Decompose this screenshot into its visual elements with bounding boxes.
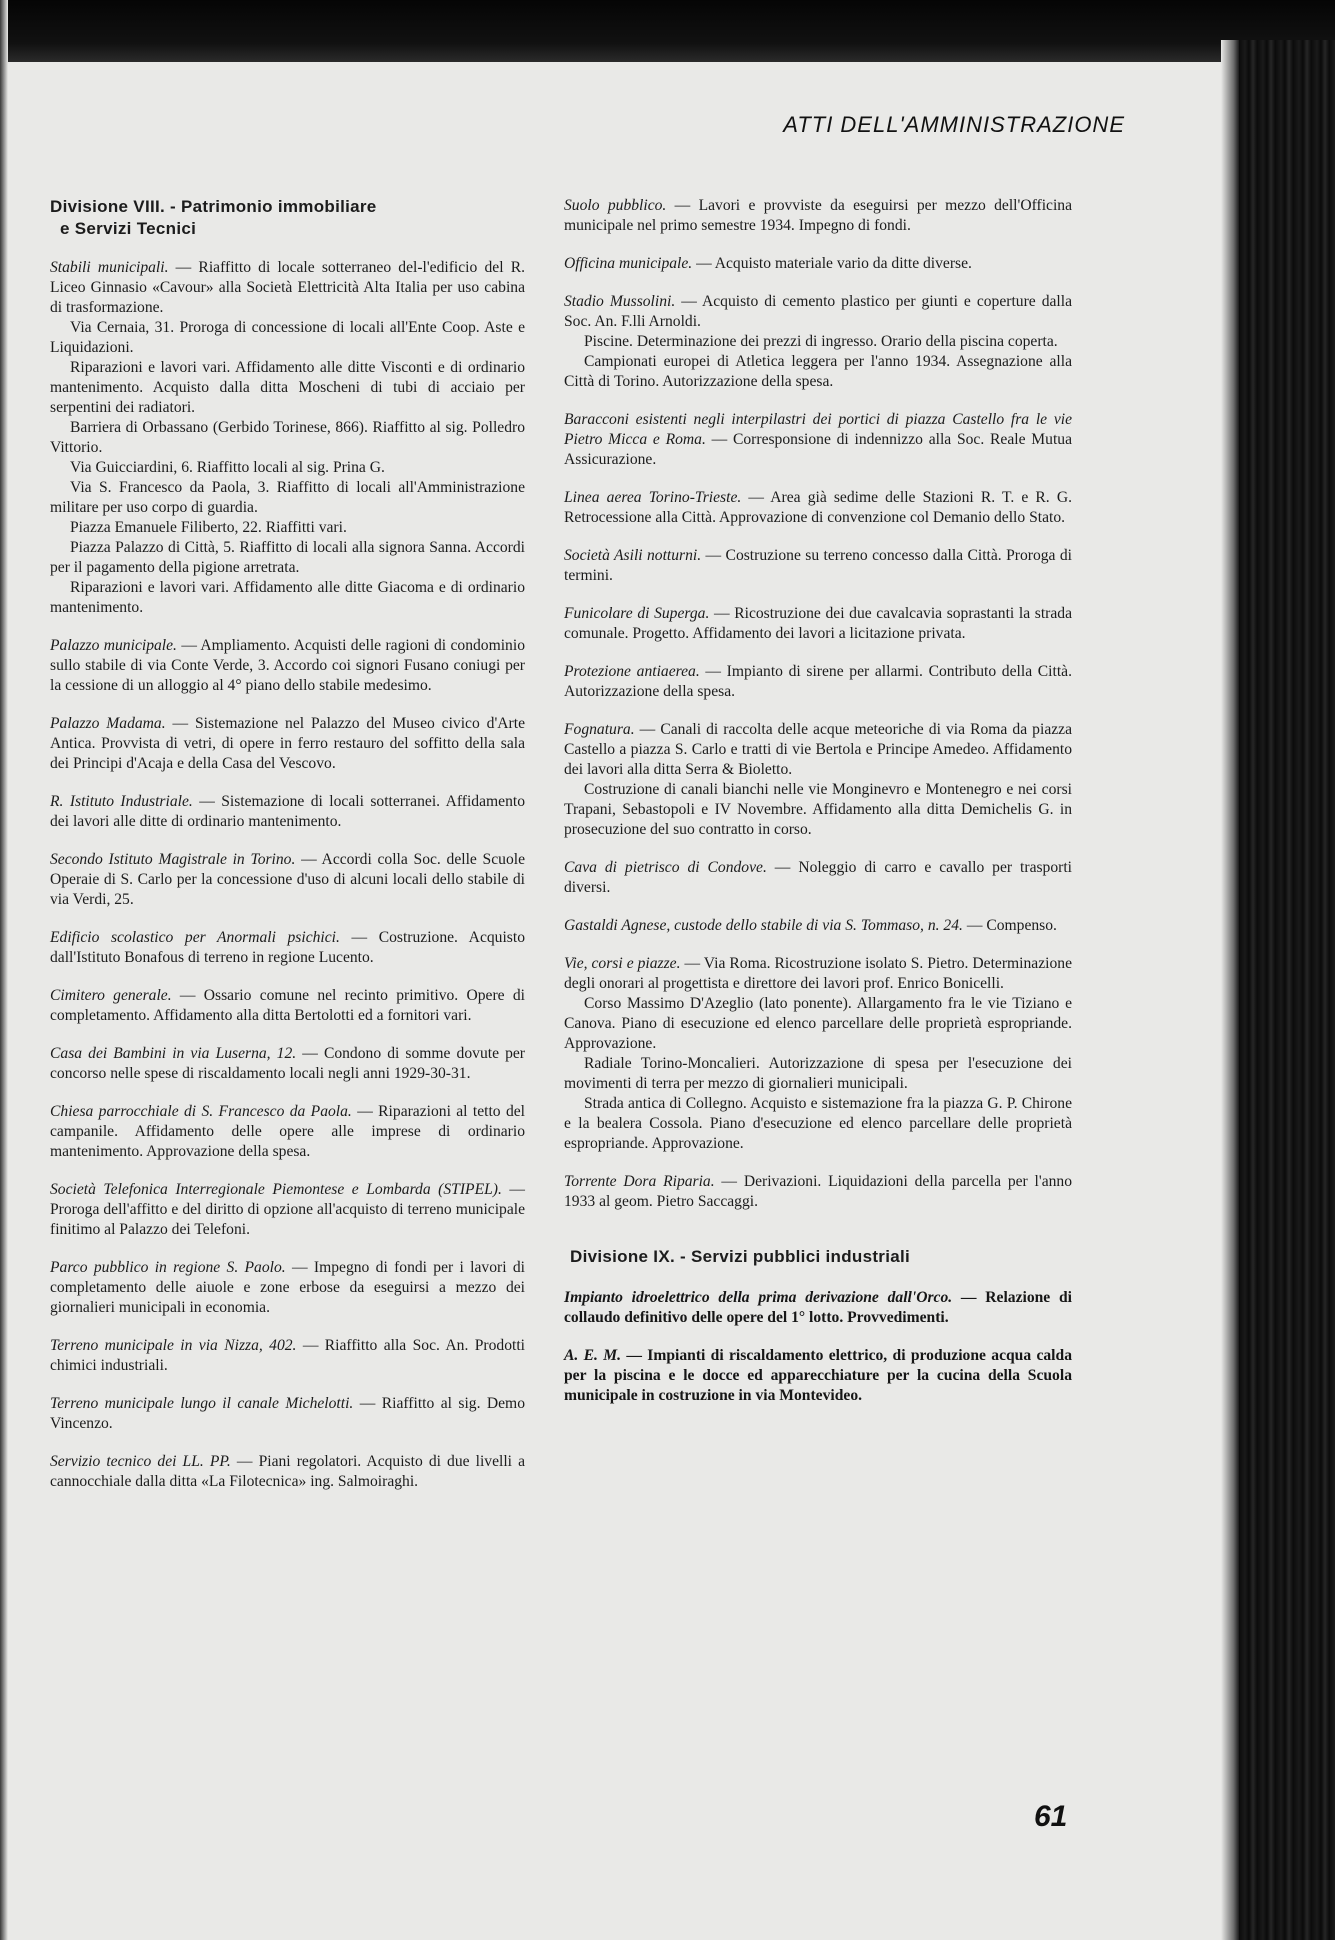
right-entries (564, 196, 1072, 1212)
entry-paragraph (50, 850, 525, 910)
entry-subparagraph (50, 358, 525, 418)
entry-text: — Lavori e provviste da eseguirsi per mezzo dell'Officina municipale nel primo semestre 1934. Impegno di fondi. (564, 197, 1072, 234)
entry-text: — Acquisto di cemento plastico per giunti e coperture dalla Soc. An. F.lli Arnoldi. (564, 293, 1073, 330)
entry-text: — Ossario comune nel recinto primitivo. Opere di completamento. Affidamento alla ditta Bertolotti ed a fornitori vari. (50, 987, 525, 1024)
entry-subparagraph (50, 458, 525, 478)
section-heading-line-1: Divisione VIII. - Patrimonio immobiliare (50, 197, 377, 216)
entry-paragraph (50, 258, 525, 318)
entry-text: — Impegno di fondi per i lavori di completamento delle aiuole e zone erbose da eseguirsi a mezzo dei giornalieri municipali in economia. (50, 1259, 525, 1316)
entry-text: — Piani regolatori. Acquisto di due livelli a cannocchiale dalla ditta «La Filotecnica» ing. Salmoiraghi. (50, 1453, 525, 1490)
entry-text: Campionati europei di Atletica leggera per l'anno 1934. Assegnazione alla Città di Torino. Autorizzazione della spesa. (564, 353, 1072, 390)
entry-paragraph (564, 488, 1072, 528)
entry-text: — Proroga dell'affitto e del diritto di opzione all'acquisto di terreno municipale finitimo al Palazzo dei Telefoni. (50, 1181, 525, 1238)
entry-subparagraph (564, 332, 1072, 352)
entry-block (50, 258, 525, 618)
entry-heading: Società Telefonica Interregionale Piemontese e Lombarda (STIPEL). (50, 1181, 502, 1198)
entry-heading: Parco pubblico in regione S. Paolo. (50, 1259, 286, 1276)
entry-block (50, 1336, 525, 1376)
entry-subparagraph (50, 478, 525, 518)
entry-paragraph (564, 954, 1072, 994)
left-column (50, 196, 525, 1510)
entry-paragraph (564, 1346, 1072, 1406)
entry-paragraph (564, 662, 1072, 702)
entry-block (564, 1288, 1072, 1328)
entry-paragraph (50, 1452, 525, 1492)
entry-subparagraph (50, 538, 525, 578)
entry-block (50, 1102, 525, 1162)
entry-paragraph (50, 1258, 525, 1318)
entry-text: Strada antica di Collegno. Acquisto e sistemazione fra la piazza G. P. Chirone e la bealera Cossola. Piano d'esecuzione ed elenco parcellare delle proprietà espropriande. Approvazione. (564, 1095, 1072, 1152)
entry-paragraph (564, 1172, 1072, 1212)
entry-block (564, 546, 1072, 586)
entry-heading: Baracconi esistenti negli interpilastri dei portici di piazza Castello fra le vie Pietro Micca e Roma. (564, 411, 1072, 448)
entry-subparagraph (50, 518, 525, 538)
entry-heading: Edificio scolastico per Anormali psichici. (50, 929, 340, 946)
entry-text: — Canali di raccolta delle acque meteoriche di via Roma da piazza Castello a piazza S. Carlo e tratti di vie Bertola e Principe Amedeo. Affidamento dei lavori alla ditta Serra & Bioletto. (564, 721, 1072, 778)
entry-text: Piazza Palazzo di Città, 5. Riaffitto di locali alla signora Sanna. Accordi per il pagamento della pigione arretrata. (50, 539, 525, 576)
entry-heading: Casa dei Bambini in via Luserna, 12. (50, 1045, 297, 1062)
entry-text: — Relazione di collaudo definitivo delle opere del 1° lotto. Provvedimenti. (564, 1289, 1072, 1326)
entry-heading: Stadio Mussolini. (564, 293, 676, 310)
entry-heading: Terreno municipale in via Nizza, 402. (50, 1337, 297, 1354)
entry-paragraph (564, 1288, 1072, 1328)
entry-heading: Funicolare di Superga. (564, 605, 710, 622)
entry-paragraph (50, 636, 525, 696)
entry-text: — Riaffitto al sig. Demo Vincenzo. (50, 1395, 525, 1432)
entry-text: — Ampliamento. Acquisti delle ragioni di condominio sullo stabile di via Conte Verde, 3. Accordo coi signori Fusano coniugi per la cessione di un alloggio al 4° piano dello stabile medesimo. (50, 637, 525, 694)
right-column (564, 196, 1072, 1424)
entry-block (50, 1044, 525, 1084)
entry-heading: Servizio tecnico dei LL. PP. (50, 1453, 231, 1470)
entry-heading: Secondo Istituto Magistrale in Torino. (50, 851, 296, 868)
entry-text: Piazza Emanuele Filiberto, 22. Riaffitti vari. (70, 519, 347, 536)
entry-text: Corso Massimo D'Azeglio (lato ponente). Allargamento fra le vie Tiziano e Canova. Piano di esecuzione ed elenco parcellare delle proprietà espropriande. Approvazione. (564, 995, 1072, 1052)
left-entries (50, 258, 525, 1492)
entry-subparagraph (564, 780, 1072, 840)
entry-subparagraph (564, 1094, 1072, 1154)
entry-subparagraph (564, 352, 1072, 392)
entry-text: Riparazioni e lavori vari. Affidamento alle ditte Visconti e di ordinario mantenimento. Acquisto dalla ditta Moscheni di tubi di acciaio per serpentini dei radiatori. (50, 359, 525, 416)
entry-heading: Linea aerea Torino-Trieste. (564, 489, 742, 506)
section-heading-division-viii (50, 196, 525, 240)
entry-subparagraph (564, 1054, 1072, 1094)
entry-text: — Riaffitto di locale sotterraneo del-l'edificio del R. Liceo Ginnasio «Cavour» alla Società Elettricità Alta Italia per uso cabina di trasformazione. (50, 259, 526, 316)
division-ix-entries (564, 1288, 1072, 1406)
entry-heading: Palazzo Madama. (50, 715, 166, 732)
entry-text: — Accordi colla Soc. delle Scuole Operaie di S. Carlo per la concessione d'uso di alcuni locali dello stabile di via Verdi, 25. (50, 851, 525, 908)
entry-paragraph (564, 858, 1072, 898)
entry-heading: Cava di pietrisco di Condove. (564, 859, 767, 876)
entry-text: — Costruzione su terreno concesso dalla Città. Proroga di termini. (564, 547, 1073, 584)
entry-subparagraph (50, 418, 525, 458)
entry-block (564, 604, 1072, 644)
entry-text: — Sistemazione nel Palazzo del Museo civico d'Arte Antica. Provvista di vetri, di opere in ferro restauro del soffitto della sala dei Principi d'Acaja e della Casa del Vescovo. (50, 715, 525, 772)
entry-text: — Noleggio di carro e cavallo per trasporti diversi. (564, 859, 1073, 896)
entry-text: Via Cernaia, 31. Proroga di concessione di locali all'Ente Coop. Aste e Liquidazioni. (50, 319, 525, 356)
entry-block (564, 858, 1072, 898)
entry-paragraph (50, 1180, 525, 1240)
entry-text: — Costruzione. Acquisto dall'Istituto Bonafous di terreno in regione Lucento. (50, 929, 525, 966)
entry-block (50, 1394, 525, 1434)
entry-heading: A. E. M. (564, 1347, 622, 1364)
entry-subparagraph (564, 994, 1072, 1054)
entry-text: Barriera di Orbassano (Gerbido Torinese, 866). Riaffitto al sig. Polledro Vittorio. (50, 419, 525, 456)
entry-block (564, 916, 1072, 936)
entry-block (50, 986, 525, 1026)
section-heading-line-2: e Servizi Tecnici (60, 219, 197, 238)
entry-text: — Acquisto materiale vario da ditte diverse. (692, 255, 972, 272)
entry-heading: Terreno municipale lungo il canale Michelotti. (50, 1395, 354, 1412)
entry-paragraph (50, 986, 525, 1026)
entry-heading: Officina municipale. (564, 255, 693, 272)
entry-text: Radiale Torino-Moncalieri. Autorizzazione di spesa per l'esecuzione dei movimenti di terra per mezzo di giornalieri municipali. (564, 1055, 1072, 1092)
entry-block (50, 1258, 525, 1318)
entry-heading: Società Asili notturni. (564, 547, 702, 564)
entry-paragraph (50, 792, 525, 832)
entry-text: — Riaffitto alla Soc. An. Prodotti chimici industriali. (50, 1337, 525, 1374)
entry-heading: Gastaldi Agnese, custode dello stabile di via S. Tommaso, n. 24. (564, 917, 963, 934)
entry-heading: Fognatura. (564, 721, 635, 738)
entry-text: Via Guicciardini, 6. Riaffitto locali al sig. Prina G. (70, 459, 385, 476)
entry-block (50, 792, 525, 832)
section-heading-division-ix: Divisione IX. - Servizi pubblici industriali (570, 1247, 911, 1266)
entry-text: Costruzione di canali bianchi nelle vie Monginevro e Montenegro e nei corsi Trapani, Sebastopoli e IV Novembre. Affidamento alla ditta Demichelis G. in prosecuzione del suo contratto in corso. (564, 781, 1072, 838)
entry-text: — Impianti di riscaldamento elettrico, di produzione acqua calda per la piscina e le docce ed apparecchiature per la cucina della Scuola municipale in costruzione in via Montevideo. (564, 1347, 1072, 1404)
page-number: 61 (1034, 1800, 1068, 1833)
entry-paragraph (564, 410, 1072, 470)
entry-heading: Cimitero generale. (50, 987, 172, 1004)
entry-paragraph (564, 546, 1072, 586)
entry-block (50, 1180, 525, 1240)
entry-text: — Condono di somme dovute per concorso nelle spese di riscaldamento locali negli anni 1929-30-31. (50, 1045, 525, 1082)
entry-heading: Vie, corsi e piazze. (564, 955, 681, 972)
entry-block (564, 720, 1072, 840)
entry-text: — Impianto di sirene per allarmi. Contributo della Città. Autorizzazione della spesa. (564, 663, 1072, 700)
entry-paragraph (564, 254, 1072, 274)
entry-block (564, 196, 1072, 236)
entry-text: — Riparazioni al tetto del campanile. Affidamento delle opere alle imprese di ordinario mantenimento. Approvazione della spesa. (50, 1103, 526, 1160)
entry-subparagraph (50, 578, 525, 618)
entry-text: — Via Roma. Ricostruzione isolato S. Pietro. Determinazione degli onorari al progettista e direttore dei lavori prof. Enrico Bonicelli. (564, 955, 1072, 992)
entry-paragraph (50, 1336, 525, 1376)
entry-block (564, 1346, 1072, 1406)
entry-block (50, 1452, 525, 1492)
entry-heading: Chiesa parrocchiale di S. Francesco da Paola. (50, 1103, 352, 1120)
entry-paragraph (50, 1044, 525, 1084)
entry-block (50, 928, 525, 968)
entry-paragraph (564, 720, 1072, 780)
entry-block (50, 714, 525, 774)
entry-heading: R. Istituto Industriale. (50, 793, 193, 810)
entry-heading: Impianto idroelettrico della prima derivazione dall'Orco. (564, 1289, 953, 1306)
entry-paragraph (564, 604, 1072, 644)
entry-block (564, 254, 1072, 274)
running-head: ATTI DELL'AMMINISTRAZIONE (783, 112, 1125, 137)
entry-text: — Corresponsione di indennizzo alla Soc. Reale Mutua Assicurazione. (564, 431, 1072, 468)
entry-text: — Ricostruzione dei due cavalcavia soprastanti la strada comunale. Progetto. Affidamento dei lavori a licitazione privata. (564, 605, 1072, 642)
entry-block (564, 292, 1072, 392)
entry-heading: Suolo pubblico. (564, 197, 667, 214)
entry-text: — Area già sedime delle Stazioni R. T. e R. G. Retrocessione alla Città. Approvazione di convenzione col Demanio dello Stato. (564, 489, 1072, 526)
entry-block (50, 850, 525, 910)
entry-block (564, 954, 1072, 1154)
entry-paragraph (564, 196, 1072, 236)
entry-paragraph (50, 1102, 525, 1162)
entry-block (564, 1172, 1072, 1212)
entry-paragraph (50, 1394, 525, 1434)
entry-block (564, 410, 1072, 470)
entry-heading: Stabili municipali. (50, 259, 169, 276)
entry-text: Piscine. Determinazione dei prezzi di ingresso. Orario della piscina coperta. (584, 333, 1058, 350)
entry-subparagraph (50, 318, 525, 358)
entry-heading: Torrente Dora Riparia. (564, 1173, 715, 1190)
entry-text: — Derivazioni. Liquidazioni della parcella per l'anno 1933 al geom. Pietro Saccaggi. (564, 1173, 1073, 1210)
entry-paragraph (564, 292, 1072, 332)
entry-paragraph (564, 916, 1072, 936)
entry-heading: Protezione antiaerea. (564, 663, 700, 680)
entry-block (564, 488, 1072, 528)
entry-paragraph (50, 714, 525, 774)
entry-text: — Sistemazione di locali sotterranei. Affidamento dei lavori alle ditte di ordinario mantenimento. (50, 793, 525, 830)
entry-paragraph (50, 928, 525, 968)
entry-block (50, 636, 525, 696)
entry-text: Via S. Francesco da Paola, 3. Riaffitto di locali all'Amministrazione militare per uso corpo di guardia. (50, 479, 525, 516)
entry-block (564, 662, 1072, 702)
entry-heading: Palazzo municipale. (50, 637, 177, 654)
entry-text: Riparazioni e lavori vari. Affidamento alle ditte Giacoma e di ordinario mantenimento. (50, 579, 525, 616)
entry-text: — Compenso. (962, 917, 1057, 934)
